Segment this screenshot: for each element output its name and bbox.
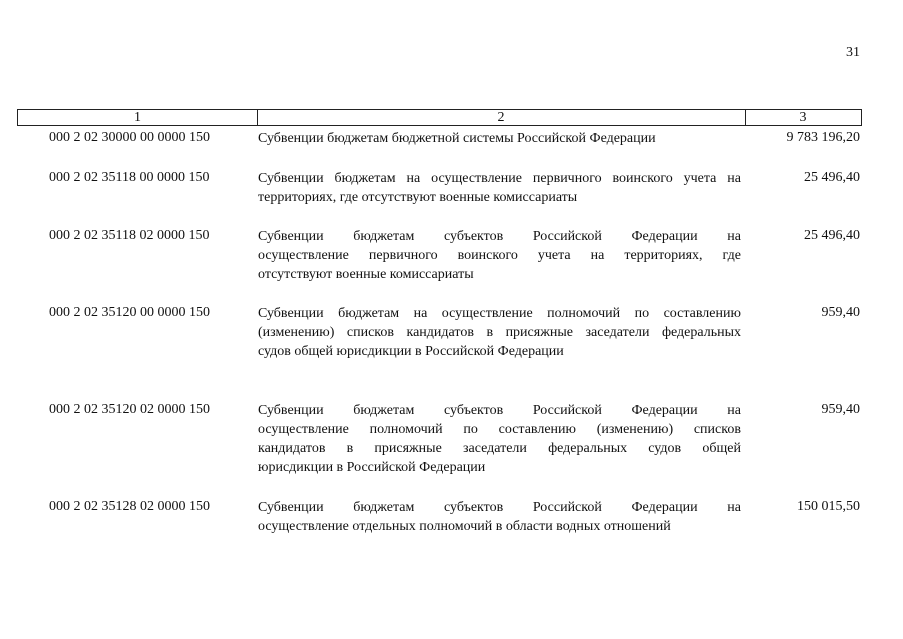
description-word: осуществление <box>431 171 522 186</box>
description-word: бюджетам <box>353 229 415 244</box>
description-word: на <box>406 171 421 186</box>
description-word: (изменению) <box>596 422 674 437</box>
description-line <box>258 420 741 439</box>
row-amount: 9 783 196,20 <box>786 130 860 145</box>
description-word: осуществление <box>258 422 349 437</box>
description-word: бюджетам <box>334 171 396 186</box>
description-line <box>258 323 741 342</box>
description-word: воинского <box>457 248 518 263</box>
description-word: в <box>486 325 494 340</box>
description-word: полномочий <box>547 306 621 321</box>
row-amount: 25 496,40 <box>804 228 860 243</box>
description-word: присяжные <box>505 325 573 340</box>
description-line: осуществление отдельных полномочий в области водных отношений <box>258 519 671 534</box>
description-word: бюджетам <box>353 403 415 418</box>
column-header-2: 2 <box>257 110 746 125</box>
description-word: территориях, <box>624 248 703 263</box>
description-word: учета <box>537 248 571 263</box>
description-word: на <box>727 229 741 244</box>
description-word: первичного <box>368 248 438 263</box>
description-word: на <box>727 500 741 515</box>
description-word: списков <box>693 422 741 437</box>
description-line <box>258 304 741 323</box>
column-header-1: 1 <box>18 110 258 125</box>
row-description <box>258 169 741 207</box>
description-word: на <box>727 171 741 186</box>
budget-code: 000 2 02 35120 00 0000 150 <box>49 305 210 320</box>
description-word: бюджетам <box>353 500 415 515</box>
budget-code: 000 2 02 35128 02 0000 150 <box>49 499 210 514</box>
description-word: Субвенции <box>258 500 324 515</box>
description-word: полномочий <box>369 422 443 437</box>
description-line: судов общей юрисдикции в Российской Федерации <box>258 344 564 359</box>
row-description <box>258 304 741 361</box>
description-word: общей <box>702 441 741 456</box>
description-word: (изменению) <box>258 325 335 340</box>
description-word: осуществление <box>258 248 349 263</box>
description-word: Субвенции <box>258 229 324 244</box>
description-word: воинского <box>612 171 673 186</box>
row-description <box>258 129 741 148</box>
description-word: по <box>634 306 650 321</box>
description-word: Субвенции <box>258 306 324 321</box>
budget-code: 000 2 02 30000 00 0000 150 <box>49 130 210 145</box>
description-line <box>258 498 741 517</box>
description-word: учета <box>683 171 717 186</box>
description-word: федеральных <box>548 441 628 456</box>
description-word: Федерации <box>631 403 698 418</box>
description-word: составлению <box>663 306 741 321</box>
description-word: присяжные <box>374 441 442 456</box>
description-word: составлению <box>498 422 576 437</box>
row-amount: 959,40 <box>821 305 860 320</box>
row-amount: 959,40 <box>821 402 860 417</box>
description-word: на <box>590 248 605 263</box>
description-word: первичного <box>532 171 602 186</box>
description-word: субъектов <box>443 403 504 418</box>
description-word: на <box>727 403 741 418</box>
description-line <box>258 401 741 420</box>
description-line: юрисдикции в Российской Федерации <box>258 460 486 475</box>
budget-code: 000 2 02 35118 02 0000 150 <box>49 228 210 243</box>
description-word: Федерации <box>631 229 698 244</box>
description-line <box>258 169 741 188</box>
description-line <box>258 439 741 458</box>
row-amount: 25 496,40 <box>804 170 860 185</box>
description-word: заседатели <box>462 441 527 456</box>
description-word: где <box>722 248 741 263</box>
description-word: Субвенции <box>258 403 324 418</box>
budget-code: 000 2 02 35118 00 0000 150 <box>49 170 210 185</box>
budget-code: 000 2 02 35120 02 0000 150 <box>49 402 210 417</box>
row-description <box>258 227 741 284</box>
row-description <box>258 401 741 477</box>
column-header-3: 3 <box>799 110 807 125</box>
page-number: 31 <box>846 45 860 60</box>
description-word: Субвенции <box>258 171 324 186</box>
description-word: федеральных <box>661 325 741 340</box>
description-word: субъектов <box>443 229 504 244</box>
description-line: Субвенции бюджетам бюджетной системы Российской Федерации <box>258 131 656 146</box>
description-word: заседатели <box>585 325 650 340</box>
description-word: по <box>463 422 478 437</box>
row-description <box>258 498 741 536</box>
description-line <box>258 246 741 265</box>
description-word: судов <box>648 441 682 456</box>
description-word: на <box>413 306 428 321</box>
table-header-row <box>17 109 862 126</box>
row-amount: 150 015,50 <box>797 499 860 514</box>
description-word: осуществление <box>441 306 533 321</box>
description-word: субъектов <box>443 500 504 515</box>
description-line: отсутствуют военные комиссариаты <box>258 267 474 282</box>
description-word: Российской <box>532 229 602 244</box>
description-word: списков <box>346 325 394 340</box>
description-word: в <box>346 441 354 456</box>
description-word: бюджетам <box>338 306 400 321</box>
description-word: Российской <box>532 500 602 515</box>
description-word: Российской <box>532 403 602 418</box>
description-line: территориях, где отсутствуют военные комиссариаты <box>258 190 578 205</box>
description-word: кандидатов <box>406 325 474 340</box>
description-line <box>258 227 741 246</box>
description-word: Федерации <box>631 500 698 515</box>
description-word: кандидатов <box>258 441 326 456</box>
